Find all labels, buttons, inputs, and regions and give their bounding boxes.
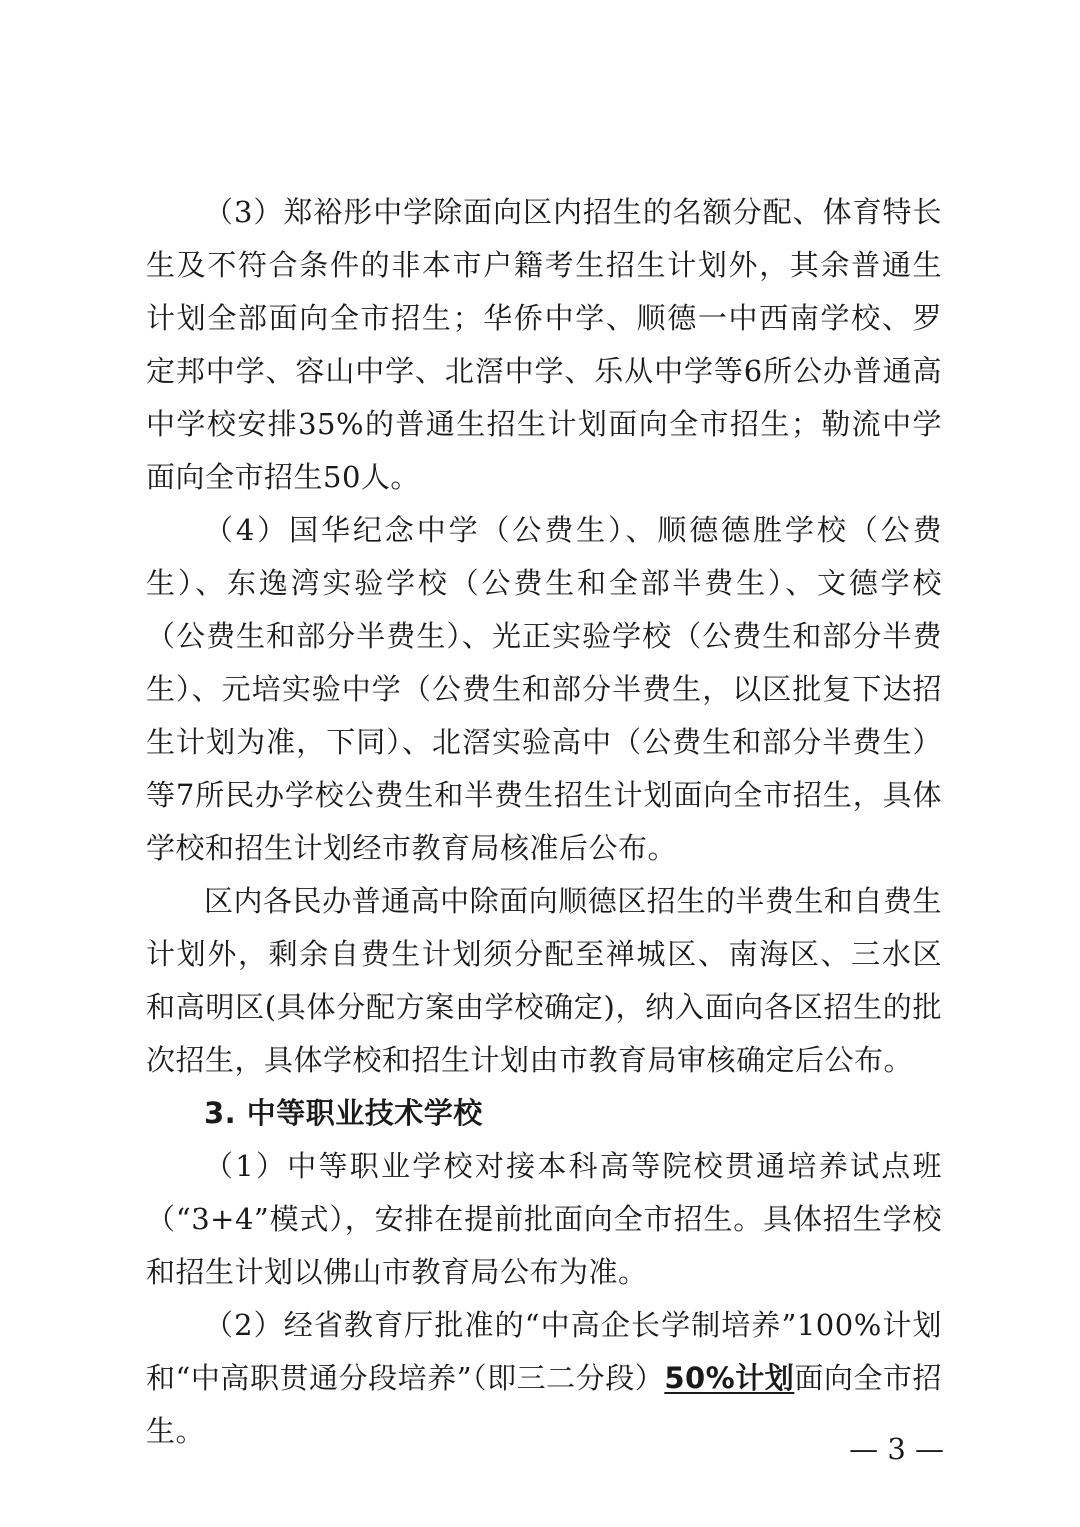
section-heading-vocational: 3. 中等职业技术学校 xyxy=(204,1096,483,1130)
page-number: — 3 — xyxy=(849,1432,944,1466)
paragraph-vocational-2 xyxy=(146,1299,942,1458)
paragraph-vocational-2-text-b: 面向全市招生。 xyxy=(146,1361,942,1448)
paragraph-vocational-1: （1）中等职业学校对接本科高等院校贯通培养试点班（“3+4”模式），安排在提前批面向全市招生。具体招生学校和招生计划以佛山市教育局公布为准。 xyxy=(146,1149,942,1289)
paragraph-item-3: （3）郑裕彤中学除面向区内招生的名额分配、体育特长生及不符合条件的非本市户籍考生招生计划外，其余普通生计划全部面向全市招生；华侨中学、顺德一中西南学校、罗定邦中学、容山中学、北滘中学、乐从中学等6所公办普通高中学校安排35%的普通生招生计划面向全市招生；勒流中学面向全市招生50人。 xyxy=(146,195,942,494)
paragraph-private-schools: 区内各民办普通高中除面向顺德区招生的半费生和自费生计划外，剩余自费生计划须分配至禅城区、南海区、三水区和高明区(具体分配方案由学校确定)，纳入面向各区招生的批次招生，具体学校和招生计划由市教育局审核确定后公布。 xyxy=(146,884,942,1077)
document-body xyxy=(146,186,942,1458)
paragraph-item-4: （4）国华纪念中学（公费生）、顺德德胜学校（公费生）、东逸湾实验学校（公费生和全部半费生）、文德学校（公费生和部分半费生）、光正实验学校（公费生和部分半费生）、元培实验中学（公费生和部分半费生，以区批复下达招生计划为准，下同）、北滘实验高中（公费生和部分半费生）等7所民办学校公费生和半费生招生计划面向全市招生，具体学校和招生计划经市教育局核准后公布。 xyxy=(146,513,942,865)
underlined-plan-percentage: 50%计划 xyxy=(664,1361,795,1395)
paragraph-vocational-2-text-a: （2）经省教育厅批准的“中高企长学制培养”100%计划和“中高职贯通分段培养”（即三二分段） xyxy=(146,1308,942,1395)
